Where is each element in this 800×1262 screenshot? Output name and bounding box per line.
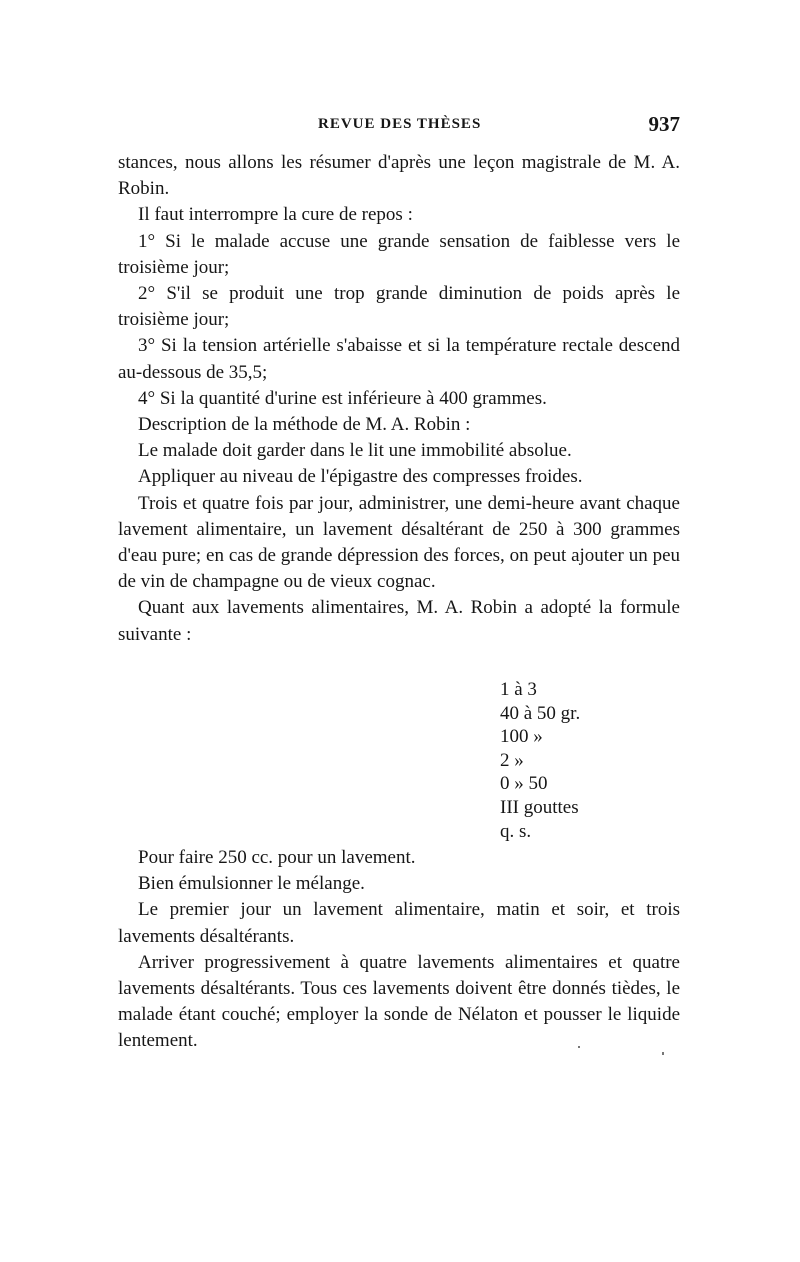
formula-table	[175, 678, 655, 843]
page-number: 937	[648, 112, 680, 136]
dose: 2 »	[500, 749, 524, 771]
dose: 0 » 50	[500, 773, 548, 795]
paragraph: Trois et quatre fois par jour, administrer, une demi-heure avant chaque lavement alimentaire, un lavement désaltérant de 250 à 300 grammes d'eau pure; en cas de grande dépression des forces, on peut ajouter un peu de vin de champagne ou de vieux cognac.	[118, 492, 680, 593]
paragraph: 3° Si la tension artérielle s'abaisse et si la température rectale descend au-dessous de 35,5;	[118, 335, 680, 383]
formula-row	[175, 749, 655, 773]
formula-row	[175, 702, 655, 726]
formula-row	[175, 678, 655, 702]
paragraph: stances, nous allons les résumer d'après une leçon magistrale de M. A. Robin.	[118, 152, 680, 200]
paragraph: Quant aux lavements alimentaires, M. A. Robin a adopté la formule suivante :	[118, 597, 680, 645]
dose: 1 à 3	[500, 679, 537, 700]
paragraph: Appliquer au niveau de l'épigastre des compresses froides.	[138, 466, 583, 488]
dose: q. s.	[500, 820, 532, 842]
dose: III gouttes	[500, 796, 579, 818]
paragraph: 1° Si le malade accuse une grande sensation de faiblesse vers le troisième jour;	[118, 230, 680, 278]
closing-text	[118, 845, 680, 1055]
page-header	[118, 112, 680, 142]
paragraph: 2° S'il se produit une trop grande diminution de poids après le troisième jour;	[118, 283, 680, 331]
dose: 40 à 50 gr.	[500, 702, 581, 724]
formula-row	[175, 772, 655, 796]
paragraph: Le premier jour un lavement alimentaire, matin et soir, et trois lavements désaltérants.	[118, 899, 680, 947]
paragraph: Description de la méthode de M. A. Robin :	[138, 414, 471, 436]
formula-row	[175, 820, 655, 844]
paragraph: Arriver progressivement à quatre lavements alimentaires et quatre lavements désaltérants. Tous ces lavements doivent être donnés tièdes, le malade étant couché; employer la sonde de Nélaton et pousser le liquide lentement.	[118, 951, 680, 1052]
dose: 100 »	[500, 726, 543, 748]
paragraph: Pour faire 250 cc. pour un lavement.	[138, 847, 416, 868]
formula-row	[175, 725, 655, 749]
formula-row	[175, 796, 655, 820]
paragraph: Le malade doit garder dans le lit une immobilité absolue.	[138, 440, 572, 462]
ink-speck	[578, 1046, 580, 1048]
body-text	[118, 150, 680, 648]
paragraph: Bien émulsionner le mélange.	[138, 873, 365, 895]
paragraph: 4° Si la quantité d'urine est inférieure à 400 grammes.	[138, 387, 547, 409]
running-title: REVUE DES THÈSES	[318, 116, 482, 132]
ink-speck	[662, 1052, 664, 1055]
paragraph: Il faut interrompre la cure de repos :	[138, 204, 413, 226]
